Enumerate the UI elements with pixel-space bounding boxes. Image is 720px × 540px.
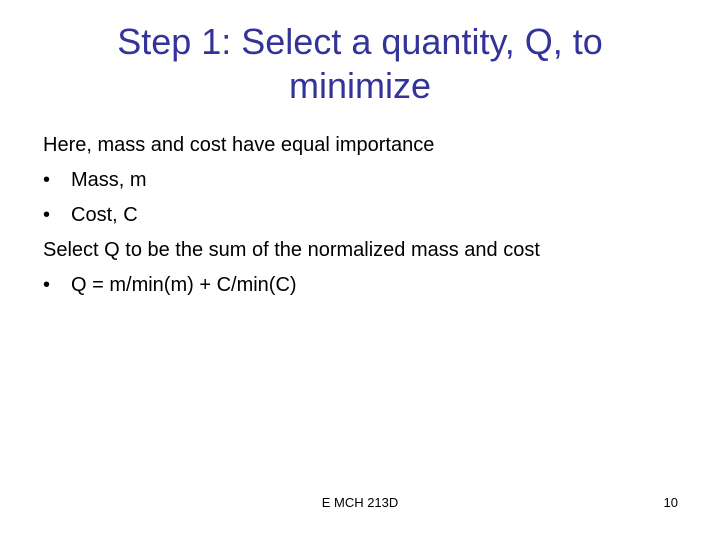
bullet-item-cost [43, 198, 683, 233]
bullet-marker: • [43, 204, 51, 226]
bullet-item-mass [43, 163, 683, 198]
footer-text: E MCH 213D [321, 495, 399, 510]
bullet-text: Cost, C [71, 204, 138, 226]
bullet-marker: • [43, 274, 51, 296]
page-number: 10 [663, 495, 678, 510]
bullet-item-formula [43, 268, 683, 303]
title-line-1: Step 1: Select a quantity, Q, to [117, 21, 603, 62]
paragraph-select-q: Select Q to be the sum of the normalized mass and cost [43, 239, 540, 261]
intro-text: Here, mass and cost have equal importance [43, 134, 435, 156]
bullet-text: Mass, m [71, 169, 147, 191]
slide-body [43, 128, 683, 303]
slide-title [40, 20, 680, 108]
bullet-marker: • [43, 169, 51, 191]
bullet-text: Q = m/min(m) + C/min(C) [71, 274, 297, 296]
footer-course-code [0, 495, 720, 510]
title-line-2: minimize [288, 65, 431, 106]
